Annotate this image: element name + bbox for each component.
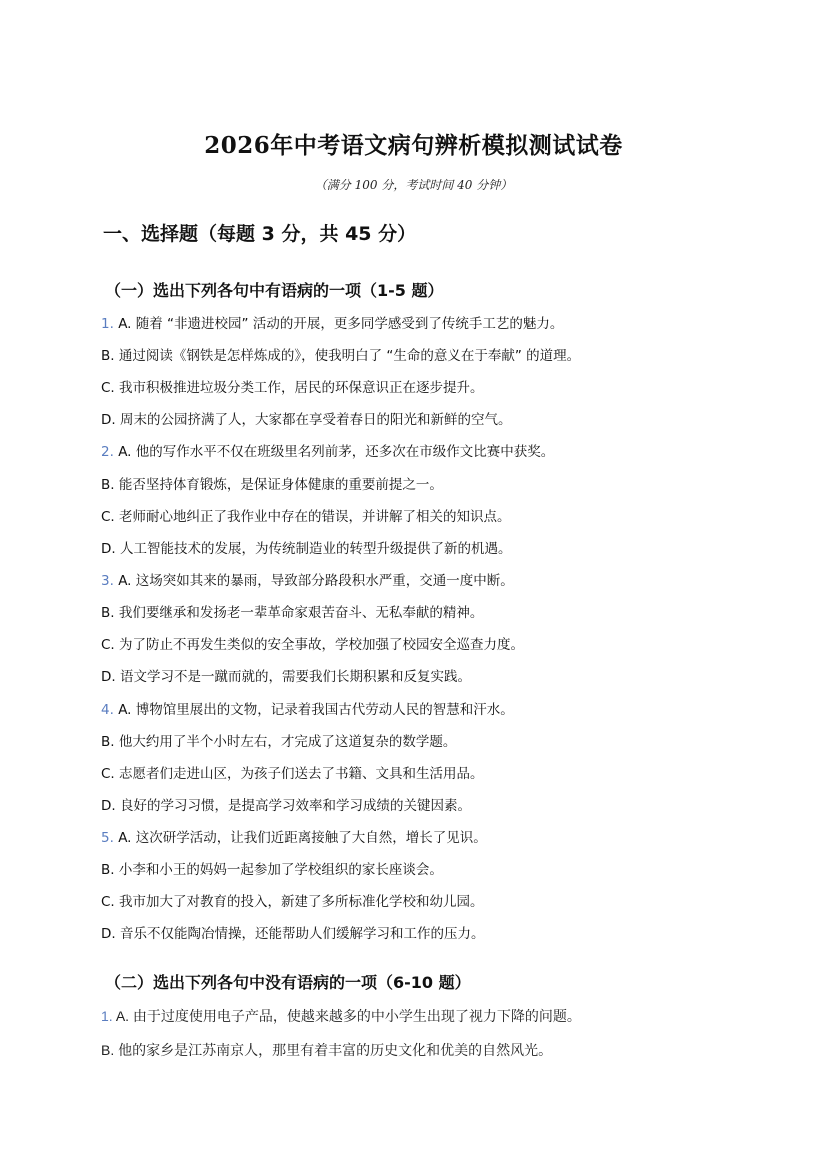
question-number: 1.	[101, 1008, 113, 1024]
question-2-option-b: B. 能否坚持体育锻炼，是保证身体健康的重要前提之一。	[101, 477, 443, 493]
question-number: 1.	[101, 316, 114, 332]
question-3-option-d: D. 语文学习不是一蹴而就的，需要我们长期积累和反复实践。	[101, 669, 471, 685]
question-5-option-a: 5. A. 这次研学活动，让我们近距离接触了大自然，增长了见识。	[101, 830, 487, 846]
question-6-option-b: B. 他的家乡是江苏南京人，那里有着丰富的历史文化和优美的自然风光。	[101, 1042, 553, 1058]
question-2-option-d: D. 人工智能技术的发展，为传统制造业的转型升级提供了新的机遇。	[101, 541, 512, 557]
question-2-option-c: C. 老师耐心地纠正了我作业中存在的错误，并讲解了相关的知识点。	[101, 509, 511, 525]
question-3-option-b: B. 我们要继承和发扬老一辈革命家艰苦奋斗、无私奉献的精神。	[101, 605, 484, 621]
question-1-option-d: D. 周末的公园挤满了人，大家都在享受着春日的阳光和新鲜的空气。	[101, 412, 512, 428]
question-number: 3.	[101, 573, 114, 589]
question-4-option-c: C. 志愿者们走进山区，为孩子们送去了书籍、文具和生活用品。	[101, 766, 484, 782]
exam-subtitle: （满分 100 分，考试时间 40 分钟）	[314, 178, 513, 192]
question-1-option-c: C. 我市积极推进垃圾分类工作，居民的环保意识正在逐步提升。	[101, 380, 484, 396]
question-number: 4.	[101, 702, 114, 718]
question-1-option-b: B. 通过阅读《钢铁是怎样炼成的》，使我明白了 “生命的意义在于奉献” 的道理。	[101, 348, 581, 364]
question-2-option-a: 2. A. 他的写作水平不仅在班级里名列前茅，还多次在市级作文比赛中获奖。	[101, 444, 555, 460]
question-number: 5.	[101, 830, 114, 846]
question-number: 2.	[101, 444, 114, 460]
question-3-option-c: C. 为了防止不再发生类似的安全事故，学校加强了校园安全巡查力度。	[101, 637, 525, 653]
part1-heading: （一）选出下列各句中有语病的一项（1-5 题）	[105, 281, 444, 300]
question-3-option-a: 3. A. 这场突如其来的暴雨，导致部分路段积水严重，交通一度中断。	[101, 573, 514, 589]
question-6-option-a: 1. A. 由于过度使用电子产品，使越来越多的中小学生出现了视力下降的问题。	[101, 1008, 581, 1024]
question-4-option-b: B. 他大约用了半个小时左右，才完成了这道复杂的数学题。	[101, 734, 457, 750]
question-4-option-d: D. 良好的学习习惯，是提高学习效率和学习成绩的关键因素。	[101, 798, 471, 814]
section-heading: 一、选择题（每题 3 分，共 45 分）	[103, 223, 417, 245]
exam-title: 2026年中考语文病句辨析模拟测试试卷	[204, 132, 623, 159]
question-5-option-c: C. 我市加大了对教育的投入，新建了多所标准化学校和幼儿园。	[101, 894, 484, 910]
question-5-option-b: B. 小李和小王的妈妈一起参加了学校组织的家长座谈会。	[101, 862, 443, 878]
question-4-option-a: 4. A. 博物馆里展出的文物，记录着我国古代劳动人民的智慧和汗水。	[101, 702, 514, 718]
part2-heading: （二）选出下列各句中没有语病的一项（6-10 题）	[105, 973, 471, 992]
question-1-option-a: 1. A. 随着 “非遗进校园” 活动的开展，更多同学感受到了传统手工艺的魅力。	[101, 316, 564, 332]
question-5-option-d: D. 音乐不仅能陶冶情操，还能帮助人们缓解学习和工作的压力。	[101, 926, 485, 942]
